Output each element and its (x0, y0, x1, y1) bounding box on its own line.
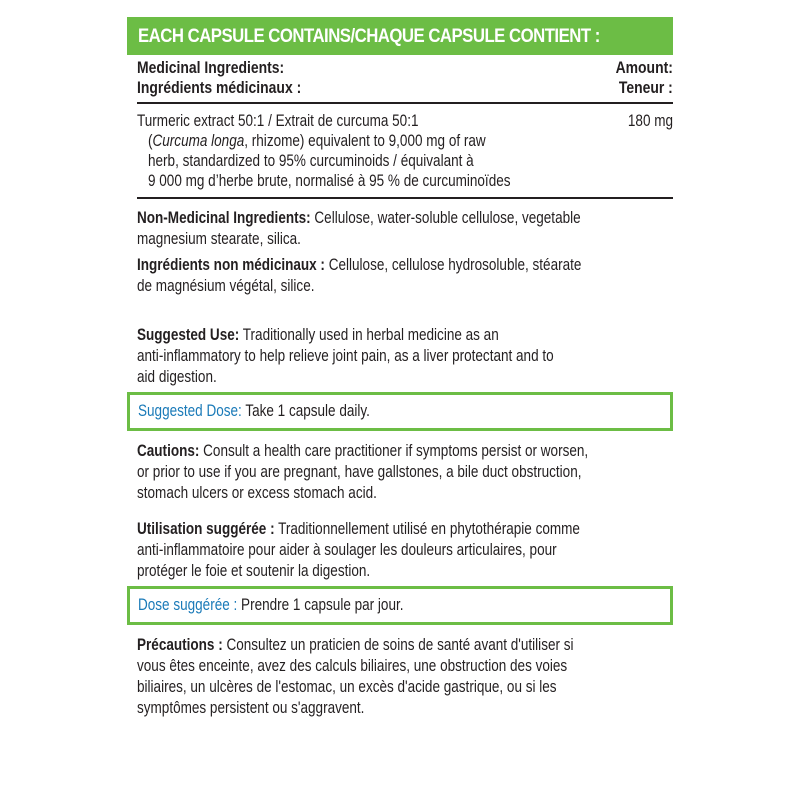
table-divider-bottom (137, 197, 673, 199)
dose-suggeree-box (127, 586, 673, 625)
dose-text: Take 1 capsule daily. (241, 402, 370, 420)
section-text: Traditionnellement utilisé en phytothérapie comme (274, 520, 580, 538)
section-text: de magnésium végétal, silice. (137, 277, 315, 295)
ingredients-header-en: Medicinal Ingredients: (137, 58, 285, 77)
table-row (127, 104, 673, 197)
dose-text: Prendre 1 capsule par jour. (237, 596, 404, 614)
ingredient-amount (618, 111, 673, 191)
ingredients-header-fr: Ingrédients médicinaux : (137, 78, 302, 97)
amount-column-header (603, 59, 673, 99)
section-text: Cellulose, cellulose hydrosoluble, stéarate (324, 256, 582, 274)
section-label: Suggested Use: (137, 326, 240, 344)
section-text: Traditionally used in herbal medicine as an (239, 326, 499, 344)
suggested-use (137, 325, 673, 388)
latin-name: Curcuma longa (152, 132, 245, 150)
precautions (137, 635, 673, 719)
section-text: anti-inflammatory to help relieve joint pain, as a liver protectant and to (137, 347, 554, 365)
ingredient-line: Turmeric extract 50:1 / Extrait de curcuma 50:1 (137, 112, 419, 130)
amount-header-en: Amount: (615, 58, 673, 77)
section-text: anti-inflammatoire pour aider à soulager les douleurs articulaires, pour (137, 541, 557, 559)
ingredient-description (137, 111, 590, 191)
suggested-dose-box (127, 392, 673, 431)
section-label: Non-Medicinal Ingredients: (137, 209, 311, 227)
section-text: vous êtes enceinte, avez des calculs biliaires, une obstruction des voies (137, 657, 568, 675)
section-text: stomach ulcers or excess stomach acid. (137, 484, 377, 502)
ingredient-line: 9 000 mg d’herbe brute, normalisé à 95 % de curcuminoïdes (148, 172, 511, 190)
amount-value: 180 mg (627, 112, 673, 130)
section-text: Consult a health care practitioner if symptoms persist or worsen, (199, 442, 589, 460)
section-text: symptômes persistent ou s'aggravent. (137, 699, 365, 717)
ingredient-line: herb, standardized to 95% curcuminoids / équivalant à (148, 152, 474, 170)
section-label: Ingrédients non médicinaux : (137, 256, 325, 274)
section-label: Précautions : (137, 636, 223, 654)
dose-label: Suggested Dose: (138, 402, 242, 420)
section-text: Consultez un praticien de soins de santé avant d'utiliser si (222, 636, 574, 654)
medicinal-table-header (127, 59, 673, 99)
non-medicinal-en (137, 208, 673, 250)
cautions (137, 441, 673, 504)
ingredients-column-header (137, 59, 337, 99)
section-text: magnesium stearate, silica. (137, 230, 301, 248)
header-band (127, 17, 673, 55)
amount-header-fr: Teneur : (619, 78, 673, 97)
section-text: Cellulose, water-soluble cellulose, vegetable (310, 209, 581, 227)
section-label: Utilisation suggérée : (137, 520, 275, 538)
section-text: protéger le foie et soutenir la digestion. (137, 562, 371, 580)
utilisation-suggeree (137, 519, 673, 582)
header-title: EACH CAPSULE CONTAINS/CHAQUE CAPSULE CONTIENT : (138, 25, 600, 47)
section-text: or prior to use if you are pregnant, have gallstones, a bile duct obstruction, (137, 463, 582, 481)
section-text: aid digestion. (137, 368, 217, 386)
dose-label: Dose suggérée : (138, 596, 238, 614)
section-text: biliaires, un ulcères de l'estomac, un excès d'acide gastrique, ou si les (137, 678, 557, 696)
section-label: Cautions: (137, 442, 200, 460)
supplement-facts-label (127, 17, 673, 719)
ingredient-line: , rhizome) equivalent to 9,000 mg of raw (244, 132, 486, 150)
paren: ( (148, 132, 153, 150)
non-medicinal-fr (137, 255, 673, 297)
